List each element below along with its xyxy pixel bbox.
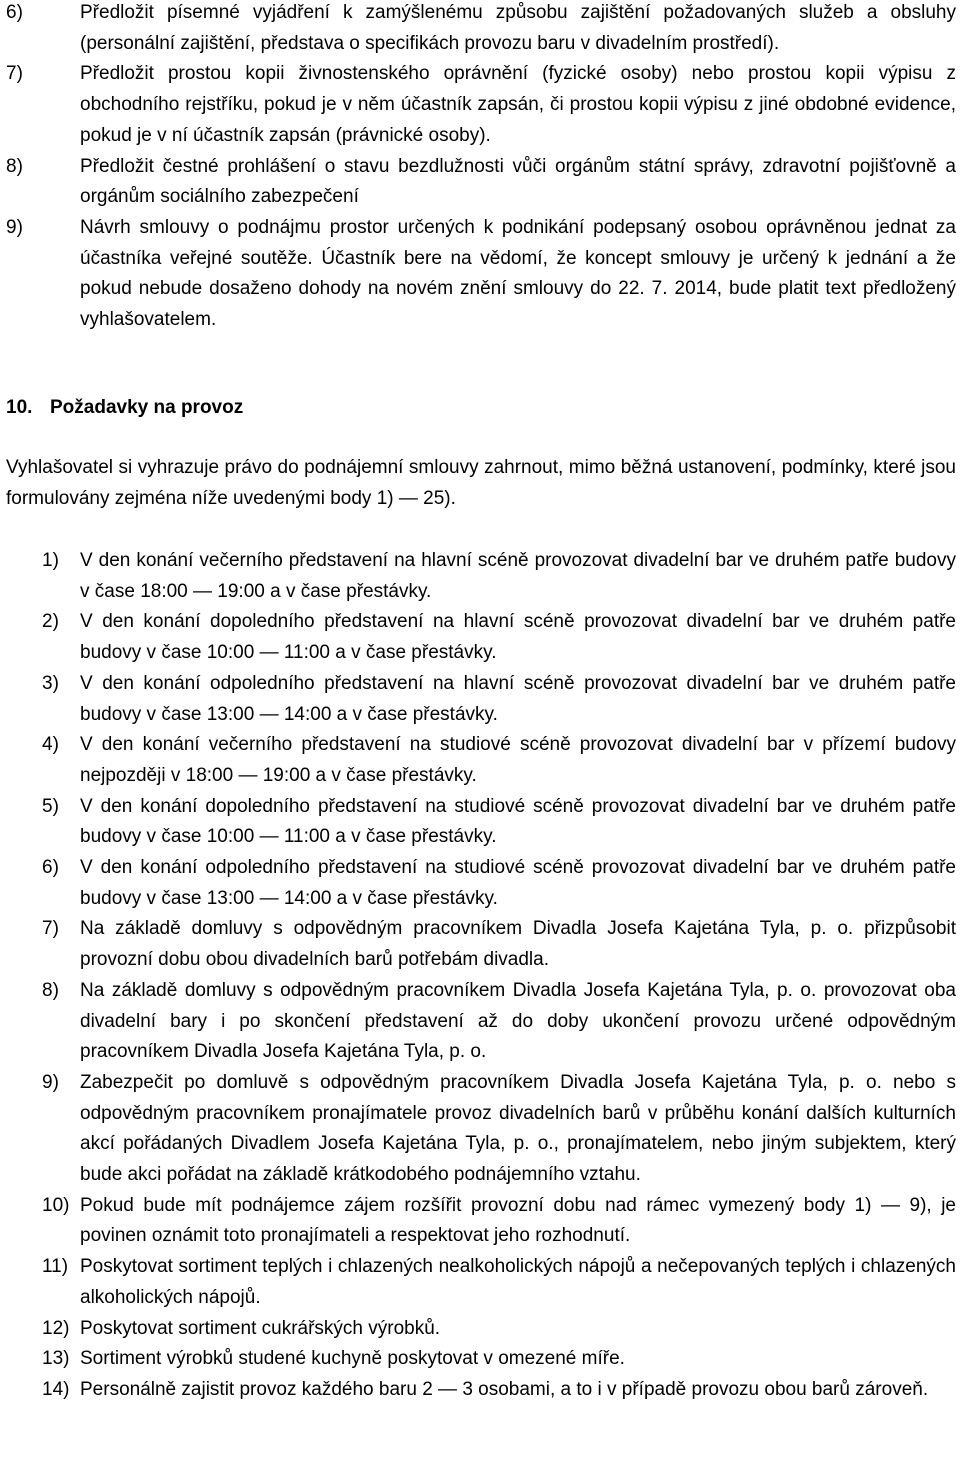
item-number: 6) (42, 857, 59, 879)
list-item (6, 0, 956, 59)
item-number: 3) (42, 672, 59, 694)
list-item (6, 152, 956, 213)
item-text: V den konání večerního představení na studiové scéně provozovat divadelní bar v přízemí budovy nejpozději v 18:00 — 19:00 a v čase přestávky. (80, 734, 956, 786)
section-heading (6, 393, 243, 424)
item-number: 12) (42, 1317, 70, 1339)
item-number: 5) (42, 795, 59, 817)
item-text: Na základě domluvy s odpovědným pracovníkem Divadla Josefa Kajetána Tyla, p. o. provozovat oba divadelní bary i po skončení představení až do doby ukončení provozu určené odpovědným pracovníkem Divadla Josefa Kajetána Tyla, p. o. (80, 979, 956, 1063)
item-text: Personálně zajistit provoz každého baru 2 — 3 osobami, a to i v případě provozu obou barů zároveň. (80, 1378, 929, 1400)
item-number: 1) (42, 550, 59, 571)
item-text: V den konání odpoledního představení na studiové scéně provozovat divadelní bar ve druhém patře budovy v čase 13:00 — 14:00 a v čase přestávky. (80, 857, 956, 909)
list-item (42, 976, 956, 1068)
list-item (42, 1375, 956, 1406)
list-item (42, 730, 956, 791)
item-text: V den konání odpoledního představení na hlavní scéně provozovat divadelní bar ve druhém patře budovy v čase 13:00 — 14:00 a v čase přestávky. (80, 672, 956, 725)
list-item (42, 853, 956, 914)
list-item (6, 213, 956, 336)
item-text: Zabezpečit po domluvě s odpovědným pracovníkem Divadla Josefa Kajetána Tyla, p. o. nebo s odpovědným pracovníkem pronajímatele provoz divadelních barů v průběhu konání dalších kulturních akcí pořádaných Divadlem Josefa Kajetána Tyla, p. o., pronajímatelem, nebo jiným subjektem, který bude akci pořádat na základě krátkodobého podnájemního vztahu. (80, 1071, 956, 1186)
item-text: Poskytovat sortiment teplých i chlazených nealkoholických nápojů a nečepovaných teplých i chlazených alkoholických nápojů. (80, 1256, 956, 1308)
list-item (42, 1191, 956, 1252)
list-item (6, 59, 956, 151)
item-text: Předložit prostou kopii živnostenského oprávnění (fyzické osoby) nebo prostou kopii výpisu z obchodního rejstříku, pokud je v něm účastník zapsán, či prostou kopii výpisu z jiné obdobné evidence, pokud je v ní účastník zapsán (právnické osoby). (80, 63, 956, 146)
item-text: Poskytovat sortiment cukrářských výrobků. (80, 1317, 441, 1339)
item-text: Pokud bude mít podnájemce zájem rozšířit provozní dobu nad rámec vymezený body 1) — 9), je povinen oznámit toto pronajímateli a respektovat jeho rozhodnutí. (80, 1194, 956, 1247)
item-number: 13) (42, 1348, 70, 1370)
list-item (42, 914, 956, 975)
requirements-list (42, 546, 956, 1406)
item-number: 9) (42, 1071, 59, 1093)
item-text: Sortiment výrobků studené kuchyně poskytovat v omezené míře. (80, 1348, 625, 1370)
item-number: 2) (42, 611, 59, 633)
item-number: 9) (6, 216, 23, 238)
item-number: 7) (6, 63, 23, 85)
list-item (42, 792, 956, 853)
item-text: Návrh smlouvy o podnájmu prostor určených k podnikání podepsaný osobou oprávněnou jednat za účastníka veřejné soutěže. Účastník bere na vědomí, že koncept smlouvy je určený k jednání a že pokud nebude dosaženo dohody na novém znění smlouvy do 22. 7. 2014, bude platit text předložený vyhlašovatelem. (80, 216, 956, 331)
list-item (42, 669, 956, 730)
list-item (42, 1314, 956, 1345)
section-number: 10. (6, 397, 33, 418)
list-item (42, 607, 956, 668)
item-text: V den konání dopoledního představení na hlavní scéně provozovat divadelní bar ve druhém patře budovy v čase 10:00 — 11:00 a v čase přestávky. (80, 611, 956, 664)
item-number: 4) (42, 734, 59, 756)
top-numbered-list (6, 0, 956, 336)
item-number: 14) (42, 1378, 70, 1400)
item-number: 8) (6, 155, 23, 177)
item-number: 6) (6, 2, 23, 23)
item-number: 11) (42, 1256, 69, 1278)
item-text: V den konání dopoledního představení na studiové scéně provozovat divadelní bar ve druhém patře budovy v čase 10:00 — 11:00 a v čase přestávky. (80, 795, 956, 848)
item-number: 10) (42, 1194, 70, 1216)
list-item (42, 1344, 956, 1375)
item-text: Předložit čestné prohlášení o stavu bezdlužnosti vůči orgánům státní správy, zdravotní pojišťovně a orgánům sociálního zabezpečení (80, 155, 956, 208)
section-title: Požadavky na provoz (50, 397, 244, 418)
section-intro: Vyhlašovatel si vyhrazuje právo do podnájemní smlouvy zahrnout, mimo běžná ustanovení, podmínky, které jsou formulovány zejména níže uvedenými body 1) — 25). (6, 457, 956, 509)
list-item (42, 546, 956, 607)
list-item (42, 1068, 956, 1191)
item-number: 8) (42, 979, 59, 1001)
item-number: 7) (42, 918, 59, 940)
item-text: Předložit písemné vyjádření k zamýšlenému způsobu zajištění požadovaných služeb a obsluhy (personální zajištění, představa o specifikách provozu baru v divadelním prostředí). (80, 2, 956, 54)
item-text: Na základě domluvy s odpovědným pracovníkem Divadla Josefa Kajetána Tyla, p. o. přizpůsobit provozní dobu obou divadelních barů potřebám divadla. (80, 918, 956, 971)
item-text: V den konání večerního představení na hlavní scéně provozovat divadelní bar ve druhém patře budovy v čase 18:00 — 19:00 a v čase přestávky. (80, 550, 956, 602)
list-item (42, 1252, 956, 1313)
